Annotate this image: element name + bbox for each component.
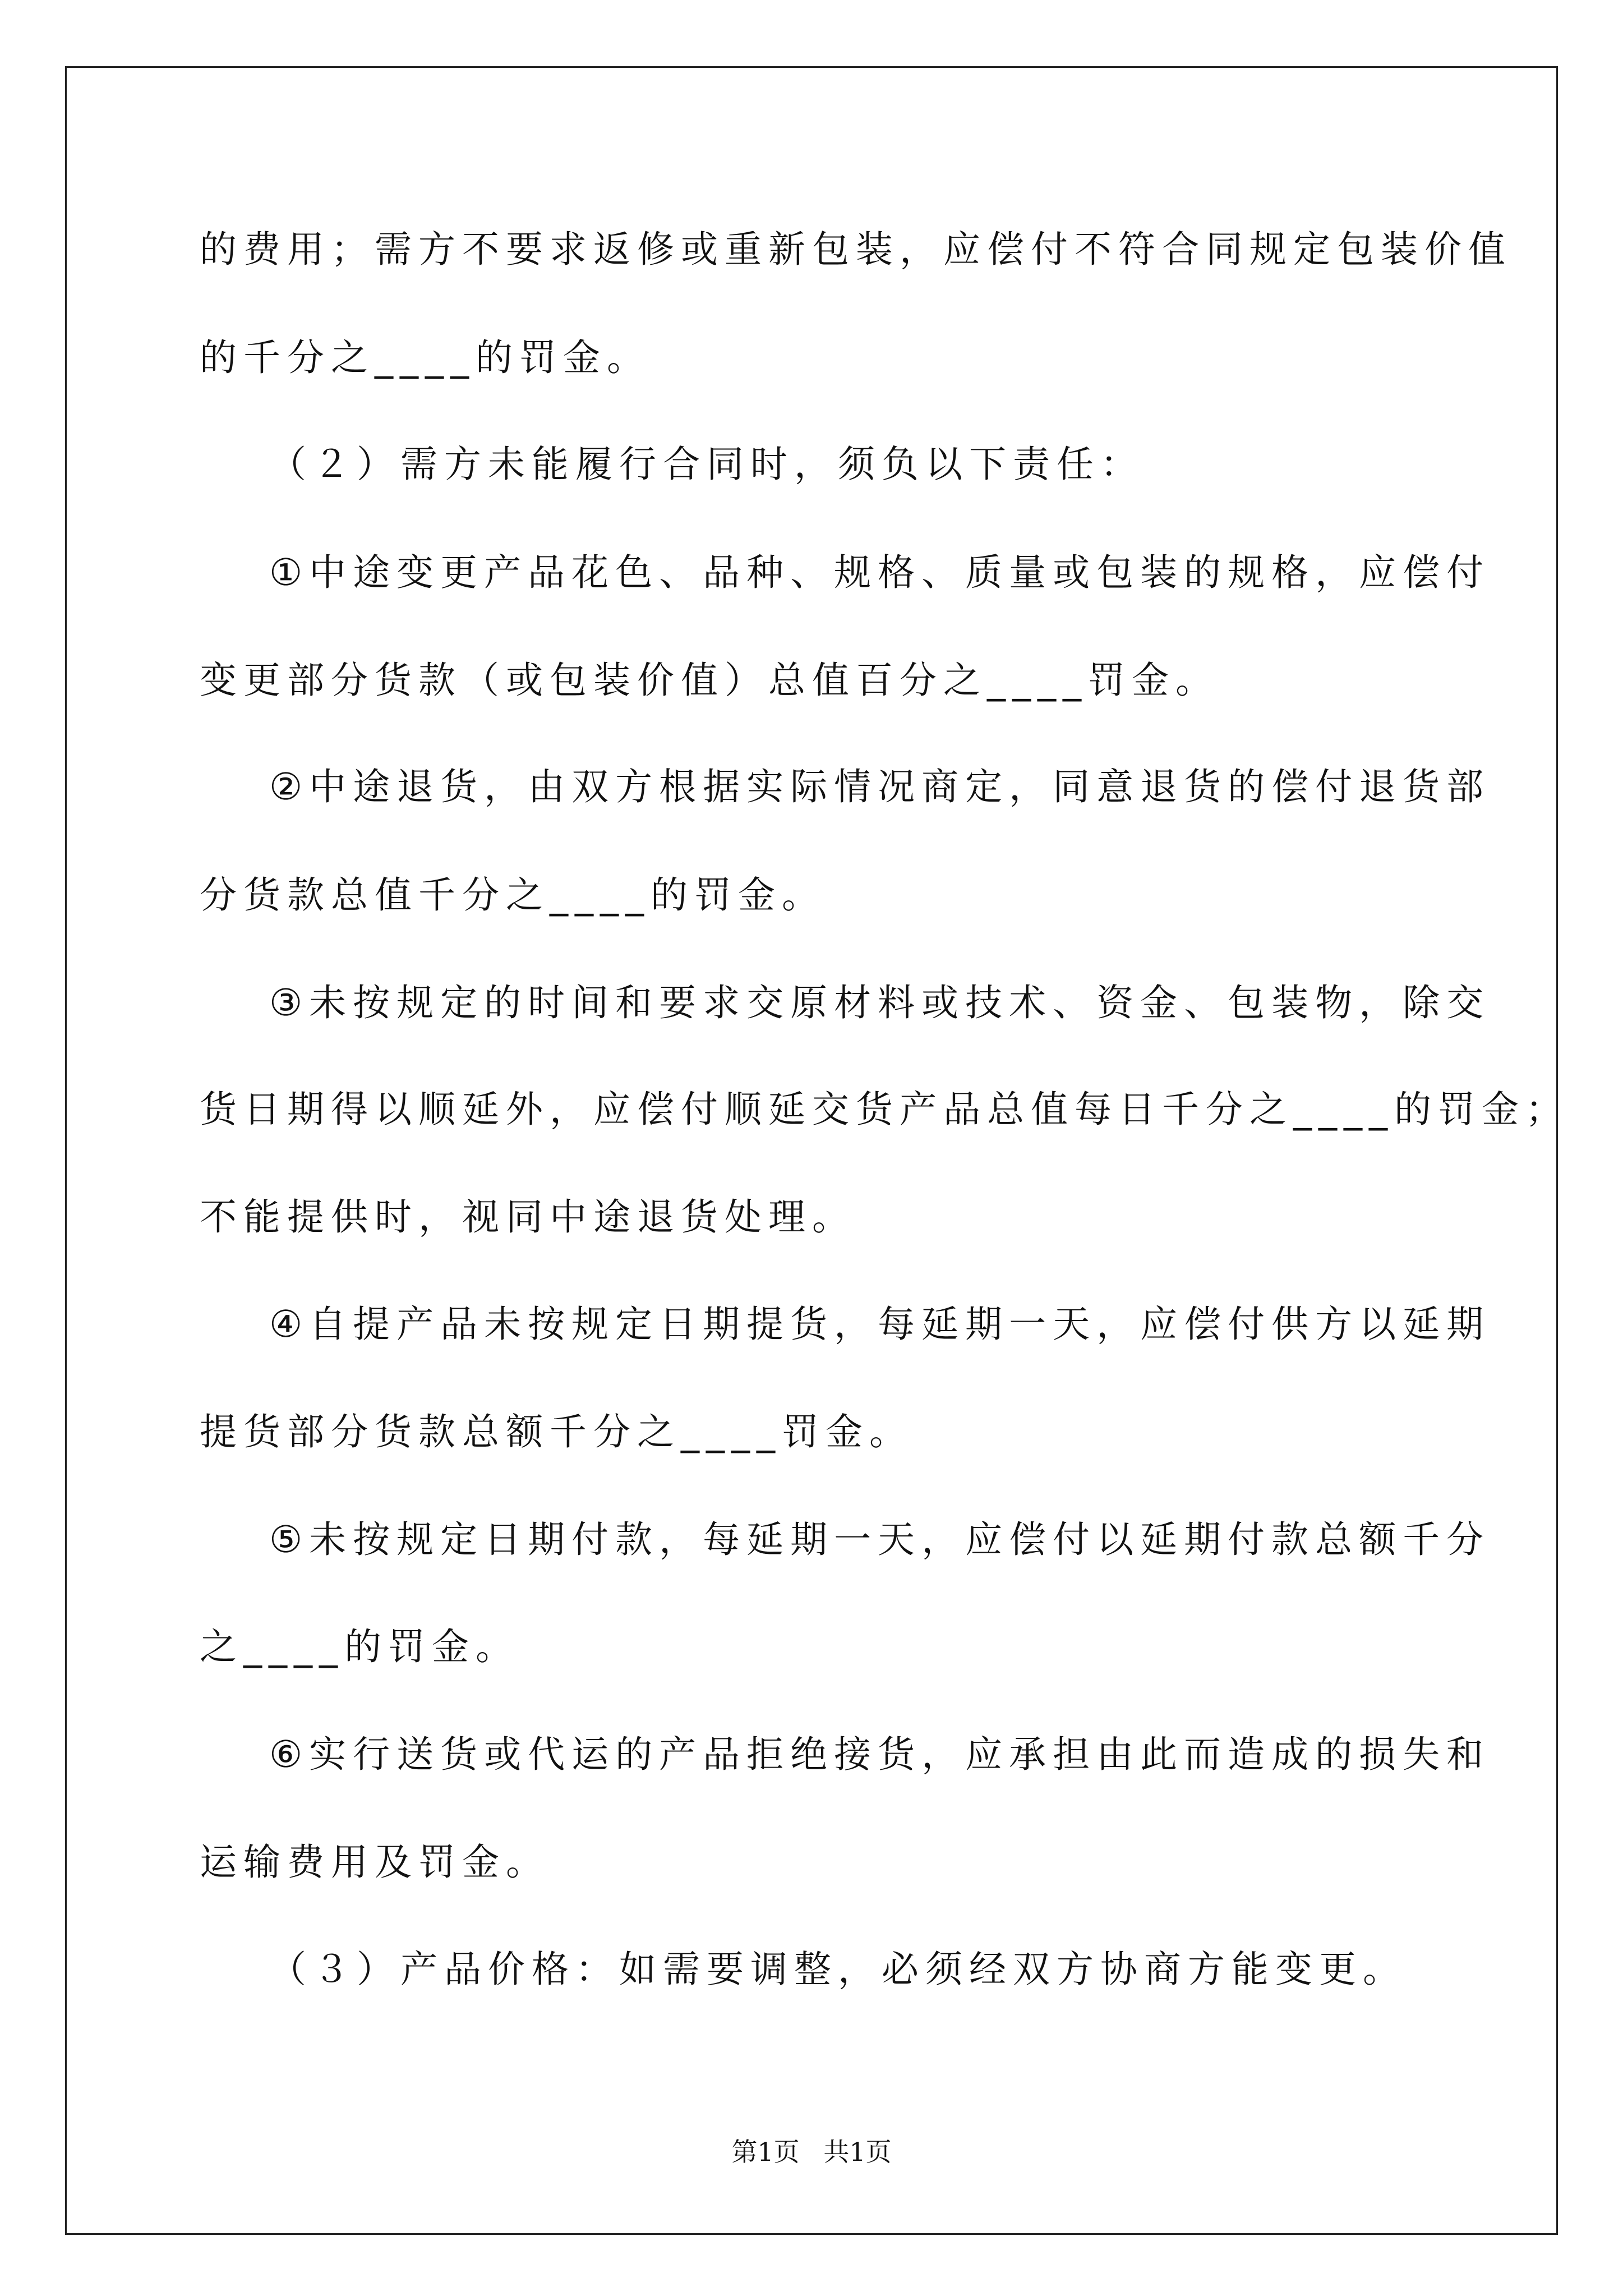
text-line: 不能提供时，视同中途退货处理。 xyxy=(200,1195,856,1239)
text-line: ④自提产品未按规定日期提货，每延期一天，应偿付供方以延期 xyxy=(269,1303,1491,1346)
text-line: 之____的罚金。 xyxy=(200,1625,519,1668)
text-line: （３）产品价格：如需要调整，必须经双方协商方能变更。 xyxy=(269,1948,1407,1991)
text-line: ③未按规定的时间和要求交原材料或技术、资金、包装物，除交 xyxy=(269,981,1491,1024)
page-total: 共1页 xyxy=(823,2137,892,2167)
text-line: ①中途变更产品花色、品种、规格、质量或包装的规格，应偿付 xyxy=(269,551,1491,594)
text-line: ⑤未按规定日期付款，每延期一天，应偿付以延期付款总额千分 xyxy=(269,1518,1491,1561)
text-line: ②中途退货，由双方根据实际情况商定，同意退货的偿付退货部 xyxy=(269,765,1491,808)
text-line: 的费用；需方不要求返修或重新包装，应偿付不符合同规定包装价值 xyxy=(200,228,1512,271)
text-line: （２）需方未能履行合同时，须负以下责任： xyxy=(269,443,1144,486)
page-border xyxy=(65,66,1558,2235)
page-number: 第1页 xyxy=(731,2137,800,2167)
text-line: 分货款总值千分之____的罚金。 xyxy=(200,873,826,917)
page-footer xyxy=(0,2132,1623,2169)
text-line: 提货部分货款总额千分之____罚金。 xyxy=(200,1410,913,1453)
text-line: ⑥实行送货或代运的产品拒绝接货，应承担由此而造成的损失和 xyxy=(269,1733,1491,1776)
text-line: 的千分之____的罚金。 xyxy=(200,336,651,379)
text-line: 货日期得以顺延外，应偿付顺延交货产品总值每日千分之____的罚金； xyxy=(200,1088,1569,1131)
text-line: 变更部分货款（或包装价值）总值百分之____罚金。 xyxy=(200,659,1219,702)
text-line: 运输费用及罚金。 xyxy=(200,1841,550,1884)
